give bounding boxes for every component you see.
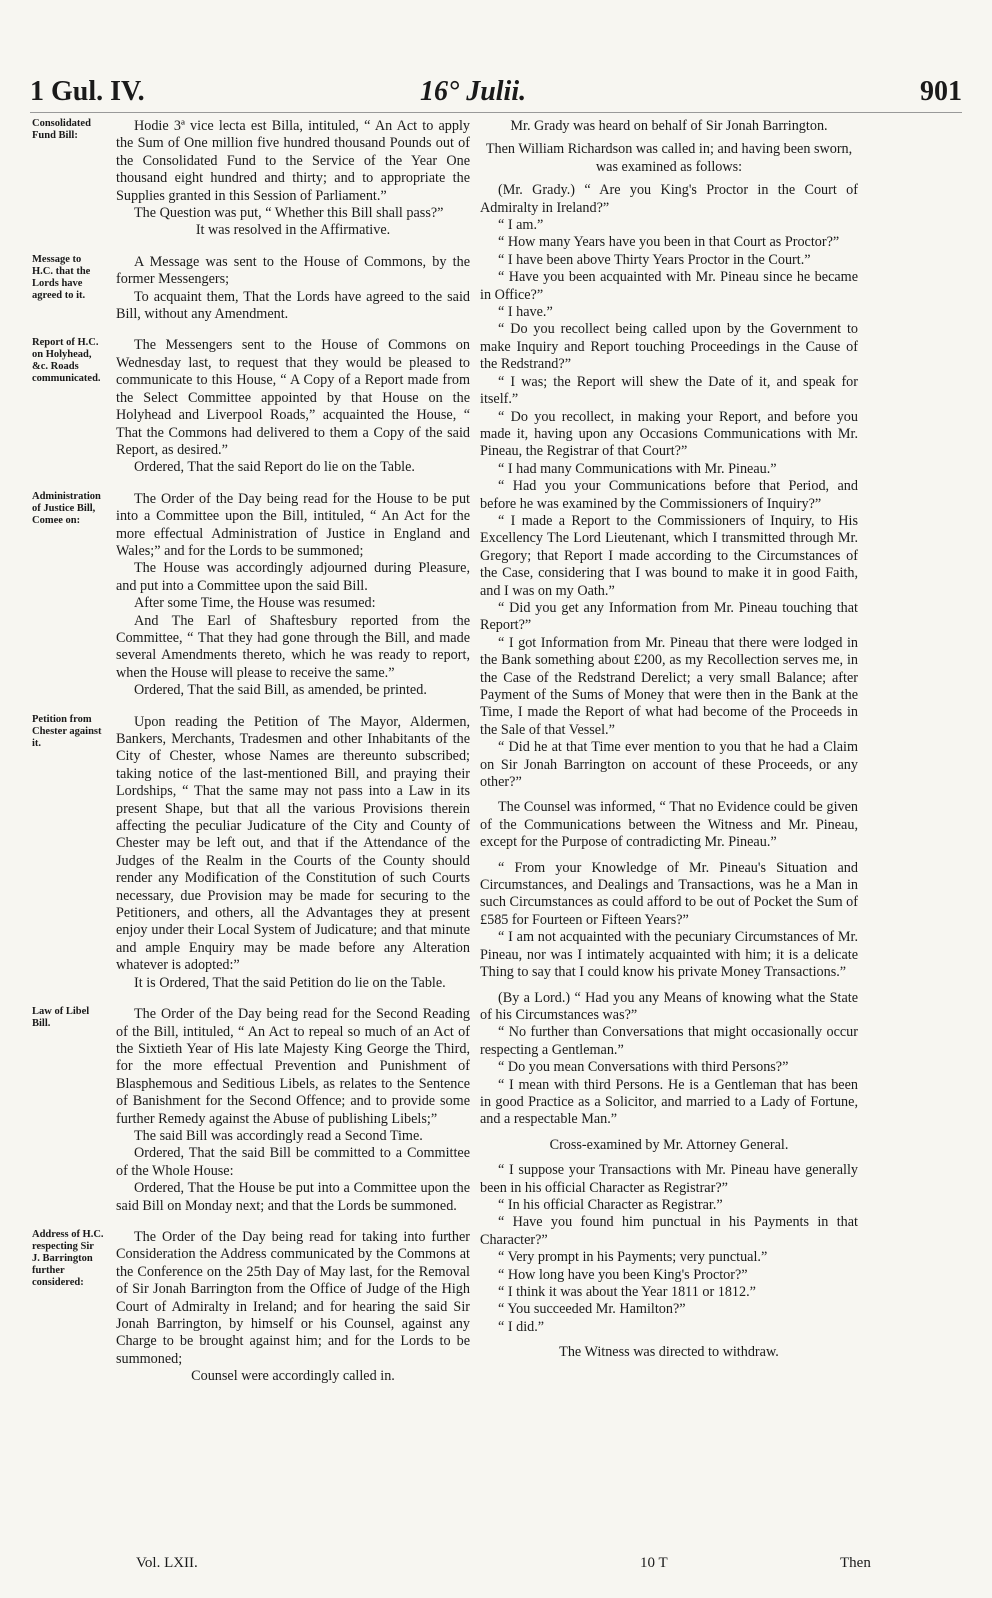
left-column	[32, 118, 470, 1400]
answer: “ I was; the Report will shew the Date of it, and speak for itself.”	[480, 373, 858, 408]
page-number: 901	[920, 76, 962, 107]
running-header-date: 16° Julii.	[420, 76, 527, 107]
witness-withdraw: The Witness was directed to withdraw.	[559, 1344, 779, 1361]
volume-number: Vol. LXII.	[136, 1555, 198, 1571]
header-rule	[30, 112, 962, 113]
question: (By a Lord.) “ Had you any Means of knowing what the State of his Circumstances was?”	[480, 989, 858, 1023]
paragraph: Ordered, That the said Bill, as amended, be printed.	[134, 682, 427, 699]
paragraph: The Order of the Day being read for taking into further Consideration the Address communicated by the Commons at the Conference on the 25th Day of May last, for the Removal of Sir Jonah Barrington from the Office of Judge of the High Court of Admiralty in Ireland; and for hearing the said Sir Jonah Barrington, by himself or his Counsel, against any Charge to be brought against him; and for the Lords to be summoned;	[116, 1228, 470, 1367]
section-libel-bill	[32, 1006, 470, 1215]
question: “ How many Years have you been in that Court as Proctor?”	[498, 234, 840, 251]
section-message	[32, 253, 470, 324]
answer: “ I have.”	[498, 304, 553, 321]
section-chester-petition	[32, 713, 470, 993]
catchword: Then	[840, 1555, 871, 1571]
answer: “ Very prompt in his Payments; very punctual.”	[498, 1249, 768, 1266]
paragraph: Ordered, That the said Report do lie on the Table.	[134, 459, 415, 476]
question: “ Had you your Communications before that Period, and before he was examined by the Commissioners of Inquiry?”	[480, 478, 858, 512]
margin-note: Consolidated Fund Bill:	[32, 118, 91, 141]
answer: “ I am not acquainted with the pecuniary Circumstances of Mr. Pineau, nor was I intimately acquainted with him; it is a delicate Thing to say that I could know his private Money Transactions.”	[480, 929, 858, 981]
question: “ Do you recollect, in making your Report, and before you made it, having upon any Occasions Communications with Mr. Pineau, the Registrar of that Court?”	[480, 408, 858, 460]
question: “ Do you mean Conversations with third Persons?”	[498, 1059, 789, 1076]
section-barrington-address	[32, 1228, 470, 1386]
question: “ How long have you been King's Proctor?”	[498, 1266, 748, 1283]
paragraph: Ordered, That the said Bill be committed to a Committee of the Whole House:	[116, 1145, 470, 1179]
cross-examination-heading: Cross-examined by Mr. Attorney General.	[549, 1136, 789, 1153]
question: (Mr. Grady.) “ Are you King's Proctor in the Court of Admiralty in Ireland?”	[480, 182, 858, 216]
margin-note: Administration of Justice Bill, Comee on:	[32, 490, 101, 526]
paragraph: It was resolved in the Affirmative.	[195, 222, 391, 239]
paragraph: A Message was sent to the House of Commons, by the former Messengers;	[116, 253, 470, 288]
paragraph: The said Bill was accordingly read a Second Time.	[134, 1127, 423, 1144]
margin-note: Law of Libel Bill.	[32, 1006, 90, 1030]
question: “ I suppose your Transactions with Mr. Pineau have generally been in his official Character as Registrar?”	[480, 1162, 858, 1196]
answer: “ I had many Communications with Mr. Pineau.”	[498, 460, 777, 477]
running-header-left: 1 Gul. IV.	[30, 76, 145, 107]
question: “ Do you recollect being called upon by the Government to make Inquiry and Report touching Proceedings in the Cause of the Redstrand?”	[480, 321, 858, 373]
signature-mark: 10 T	[640, 1555, 668, 1571]
margin-note: Address of H.C. respecting Sir J. Barrington further considered:	[32, 1228, 104, 1288]
margin-note: Petition from Chester against it.	[32, 713, 102, 749]
right-column	[480, 118, 858, 1362]
question: “ Did you get any Information from Mr. Pineau touching that Report?”	[480, 599, 858, 634]
answer: “ No further than Conversations that might occasionally occur respecting a Gentleman.”	[480, 1024, 858, 1058]
answer: “ I have been above Thirty Years Proctor in the Court.”	[498, 251, 811, 268]
answer: “ In his official Character as Registrar.”	[498, 1196, 723, 1213]
section-consolidated-fund	[32, 118, 470, 240]
paragraph: The Messengers sent to the House of Commons on Wednesday last, to request that they would be pleased to communicate to this House, “ A Copy of a Report made from the Select Committee appointed by that House on the Holyhead and Liverpool Roads,” acquainted the House, “ That the Commons had delivered to them a Copy of the said Report, as desired.”	[116, 337, 470, 458]
margin-note: Report of H.C. on Holyhead, &c. Roads communicated.	[32, 337, 101, 385]
paragraph: Hodie 3ª vice lecta est Billa, intituled, “ An Act to apply the Sum of One million five hundred thousand Pounds out of the Consolidated Fund to the Service of the Year One thousand eight hundred and thirty; and to appropriate the Supplies granted in this Session of Parliament.”	[116, 118, 470, 204]
answer: “ I made a Report to the Commissioners of Inquiry, to His Excellency The Lord Lieutenant, which I transmitted through Mr. Gregory; that Report I made according to the Circumstances of the Case, considering that I was bound to make it in good Faith, and I was on my Oath.”	[480, 512, 858, 599]
answer: “ I think it was about the Year 1811 or 1812.”	[498, 1284, 756, 1300]
paragraph: The Order of the Day being read for the Second Reading of the Bill, intituled, “ An Act to repeal so much of an Act of the Sixtieth Year of His late Majesty King George the Third, for the more effectual Prevention and Punishment of Blasphemous and Seditious Libels, as relates to the Sentence of Banishment for the Second Offence; and to provide some further Remedy against the Abuse of publishing Libels;”	[116, 1006, 470, 1127]
answer: “ I mean with third Persons. He is a Gentleman that has been in good Practice as a Solicitor, and married to a Lady of Fortune, and a respectable Man.”	[480, 1076, 858, 1128]
answer: “ I am.”	[498, 217, 544, 234]
paragraph: Mr. Grady was heard on behalf of Sir Jonah Barrington.	[510, 118, 828, 134]
paragraph: It is Ordered, That the said Petition do lie on the Table.	[134, 974, 446, 991]
section-justice-bill	[32, 490, 470, 700]
paragraph: The Order of the Day being read for the House to be put into a Committee upon the Bill, intituled, “ An Act for the more effectual Administration of Justice in England and Wales;” and for the Lords to be summoned;	[116, 490, 470, 559]
answer: “ I got Information from Mr. Pineau that there were lodged in the Bank something about £200, as my Recollection serves me, in the Case of the Redstrand Derelict; a very small Balance; after Payment of the Sums of Money that were then in the Bank at the Time, I made the Report of what had become of the Proceeds in the Sale of that Vessel.”	[480, 634, 858, 738]
question: “ Have you been acquainted with Mr. Pineau since he became in Office?”	[480, 269, 858, 303]
paragraph: After some Time, the House was resumed:	[134, 595, 376, 612]
section-roads-report	[32, 337, 470, 476]
counsel-informed: The Counsel was informed, “ That no Evidence could be given of the Communications between the Witness and Mr. Pineau, except for the Purpose of contradicting Mr. Pineau.”	[480, 799, 858, 851]
paragraph: The House was accordingly adjourned during Pleasure, and put into a Committee upon the said Bill.	[116, 560, 470, 594]
paragraph: Upon reading the Petition of The Mayor, Aldermen, Bankers, Merchants, Tradesmen and other Inhabitants of the City of Chester, whose Names are thereunto subscribed; taking notice of the last-mentioned Bill, and praying their Lordships, “ That the same may not pass into a Law in its present Shape, but that all the various Provisions therein affecting the peculiar Judicature of the City and County of Chester may be left out, and that if the Attendance of the Judges of the Realm in the Courts of the County should render any Modification of the Constitution of such Courts necessary, due Provision may be made for securing to the Petitioners, and others, all the Advantages they at present enjoy under their Local System of Judicature; and that minute and ample Enquiry may be made before any Alteration whatever is adopted:”	[116, 713, 470, 974]
margin-note: Message to H.C. that the Lords have agreed to it.	[32, 253, 91, 301]
paragraph: To acquaint them, That the Lords have agreed to the said Bill, without any Amendment.	[116, 288, 470, 323]
question: “ Did he at that Time ever mention to you that he had a Claim on Sir Jonah Barrington on account of these Proceeds, or any other?”	[480, 739, 858, 791]
question: “ From your Knowledge of Mr. Pineau's Situation and Circumstances, and Dealings and Transactions, was he a Man in such Circumstances as could afford to be out of Pocket the Sum of £585 for Fourteen or Fifteen Years?”	[480, 859, 858, 928]
paragraph: Counsel were accordingly called in.	[191, 1368, 395, 1385]
paragraph: Ordered, That the House be put into a Committee upon the said Bill on Monday next; and that the Lords be summoned.	[116, 1180, 470, 1214]
question: “ You succeeded Mr. Hamilton?”	[498, 1301, 686, 1318]
paragraph: The Question was put, “ Whether this Bill shall pass?”	[134, 205, 444, 222]
question: “ Have you found him punctual in his Payments in that Character?”	[480, 1214, 858, 1248]
paragraph: Then William Richardson was called in; and having been sworn, was examined as follows:	[485, 141, 853, 175]
answer: “ I did.”	[498, 1318, 545, 1335]
paragraph: And The Earl of Shaftesbury reported from the Committee, “ That they had gone through the Bill, and made several Amendments thereto, which he was ready to report, when the House will please to receive the same.”	[116, 612, 470, 681]
